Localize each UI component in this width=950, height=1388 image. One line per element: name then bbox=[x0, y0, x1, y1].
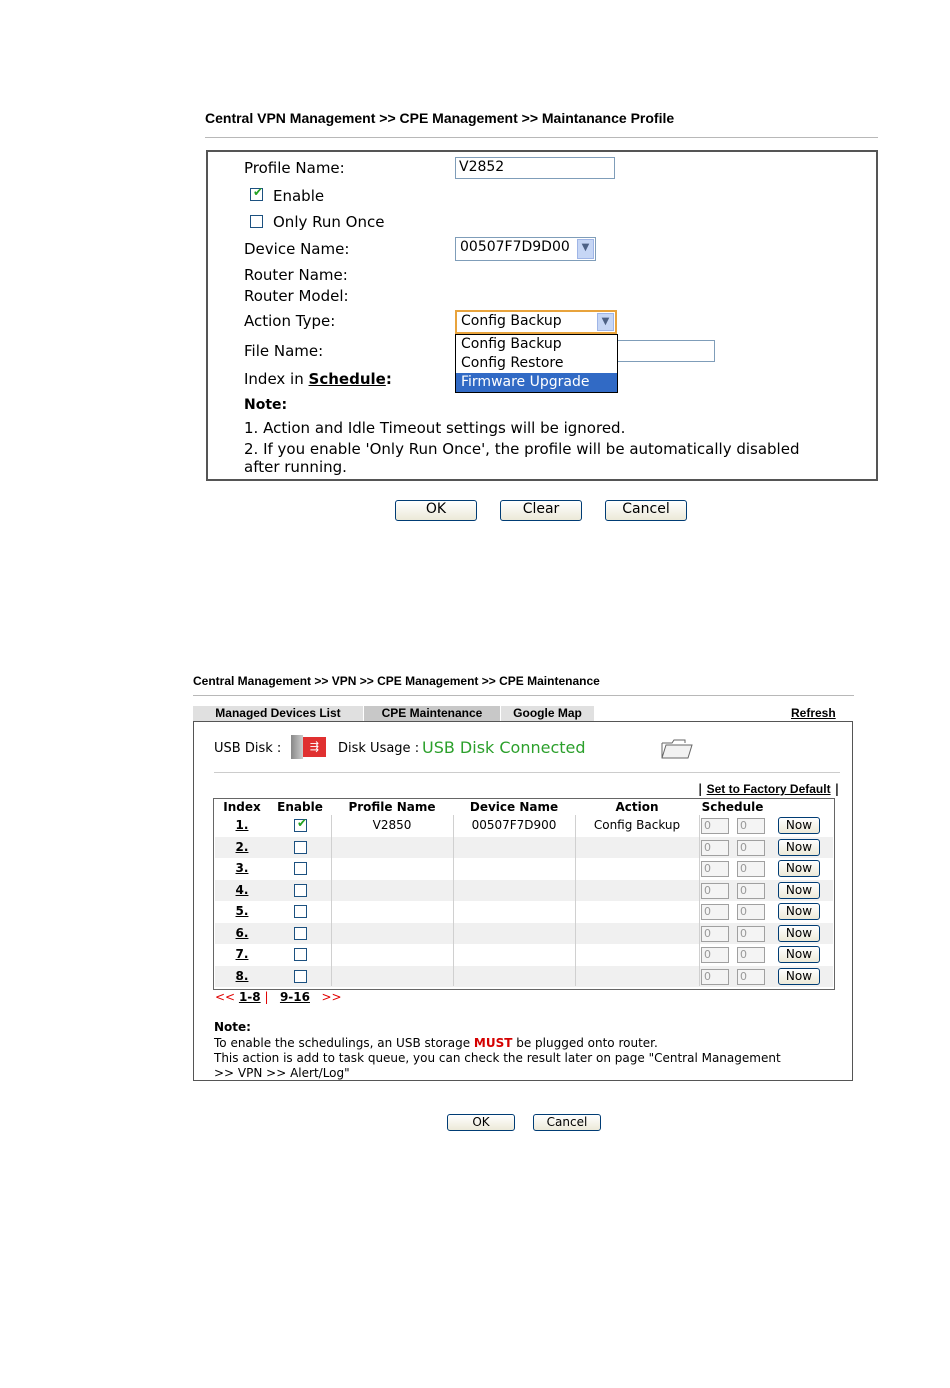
row-device-name bbox=[453, 837, 575, 858]
schedule-index-2-field[interactable]: 0 bbox=[737, 861, 765, 877]
router-model-label: Router Model: bbox=[244, 287, 349, 305]
file-name-input[interactable] bbox=[612, 340, 715, 362]
row-action bbox=[575, 944, 699, 965]
maintenance-note-line-2: This action is add to task queue, you can check the result later on page "Central Management bbox=[214, 1051, 781, 1065]
row-index-link[interactable]: 3. bbox=[235, 861, 249, 875]
disk-status: USB Disk Connected bbox=[422, 738, 586, 757]
schedule-index-1-field[interactable]: 0 bbox=[701, 904, 729, 920]
pager-next[interactable]: >> bbox=[321, 990, 342, 1004]
col-schedule: Schedule bbox=[701, 800, 764, 814]
action-type-select[interactable] bbox=[455, 310, 617, 334]
maintenance-breadcrumb: Central Management >> VPN >> CPE Management >> CPE Maintenance bbox=[193, 674, 600, 688]
maintenance-ok-button[interactable]: OK bbox=[447, 1114, 515, 1131]
row-enable-checkbox[interactable] bbox=[294, 862, 307, 875]
schedule-index-1-field[interactable]: 0 bbox=[701, 969, 729, 985]
row-enable-checkbox[interactable] bbox=[294, 970, 307, 983]
row-profile-name: V2850 bbox=[372, 818, 412, 832]
chevron-down-icon[interactable]: ▼ bbox=[597, 313, 614, 331]
schedule-index-1-field[interactable]: 0 bbox=[701, 947, 729, 963]
row-action bbox=[575, 901, 699, 922]
table-row bbox=[215, 858, 833, 879]
row-enable-checkbox[interactable] bbox=[294, 884, 307, 897]
col-divider bbox=[331, 815, 332, 986]
usb-icon: ⇶ bbox=[291, 735, 326, 759]
now-button[interactable]: Now bbox=[778, 968, 820, 985]
profile-divider bbox=[205, 137, 878, 138]
row-index-link[interactable]: 2. bbox=[235, 840, 249, 854]
table-row bbox=[215, 815, 833, 836]
row-profile-name bbox=[331, 923, 453, 944]
refresh-link[interactable]: Refresh bbox=[791, 706, 836, 720]
row-index-link[interactable]: 6. bbox=[235, 926, 249, 940]
action-type-dropdown bbox=[455, 334, 618, 393]
now-button[interactable]: Now bbox=[778, 839, 820, 856]
row-index-link[interactable]: 7. bbox=[235, 947, 249, 961]
pager bbox=[215, 990, 342, 1004]
disk-usage-label: Disk Usage : bbox=[338, 741, 420, 756]
note-text-a: To enable the schedulings, an USB storage bbox=[214, 1036, 474, 1050]
row-profile-name bbox=[331, 858, 453, 879]
note-line-2: 2. If you enable 'Only Run Once', the profile will be automatically disabled bbox=[244, 440, 800, 458]
file-name-label: File Name: bbox=[244, 342, 324, 360]
table-row bbox=[215, 923, 833, 944]
row-profile-name bbox=[331, 901, 453, 922]
row-index-link[interactable]: 8. bbox=[235, 969, 249, 983]
pager-page-1-8[interactable]: 1-8 bbox=[238, 990, 261, 1004]
folder-icon[interactable] bbox=[661, 739, 693, 759]
col-divider bbox=[699, 815, 700, 986]
now-button[interactable]: Now bbox=[778, 882, 820, 899]
pager-separator: | bbox=[264, 990, 269, 1004]
schedule-index-2-field[interactable]: 0 bbox=[737, 969, 765, 985]
col-enable: Enable bbox=[277, 800, 323, 814]
only-run-once-checkbox[interactable] bbox=[250, 215, 263, 228]
maintenance-note-line-3: >> VPN >> Alert/Log" bbox=[214, 1066, 350, 1080]
check-icon: ✔ bbox=[297, 816, 308, 830]
schedule-index-1-field[interactable]: 0 bbox=[701, 861, 729, 877]
row-enable-checkbox[interactable] bbox=[294, 816, 308, 832]
usb-disk-label: USB Disk : bbox=[214, 741, 282, 756]
action-option-config-restore[interactable]: Config Restore bbox=[461, 355, 564, 371]
row-index-link[interactable]: 4. bbox=[235, 883, 249, 897]
table-row bbox=[215, 880, 833, 901]
row-enable-checkbox[interactable] bbox=[294, 841, 307, 854]
col-profile-name: Profile Name bbox=[348, 800, 436, 814]
now-button[interactable]: Now bbox=[778, 860, 820, 877]
must-text: MUST bbox=[473, 1036, 513, 1050]
index-in-text: Index in bbox=[244, 370, 304, 388]
schedule-index-2-field[interactable]: 0 bbox=[737, 926, 765, 942]
schedule-index-1-field[interactable]: 0 bbox=[701, 883, 729, 899]
schedule-index-2-field[interactable]: 0 bbox=[737, 947, 765, 963]
now-button[interactable]: Now bbox=[778, 817, 820, 834]
tab-google-map[interactable]: Google Map bbox=[501, 706, 594, 721]
enable-label: Enable bbox=[273, 187, 325, 205]
row-action bbox=[575, 923, 699, 944]
device-name-select[interactable] bbox=[455, 237, 596, 261]
row-profile-name bbox=[331, 837, 453, 858]
action-option-config-backup[interactable]: Config Backup bbox=[461, 336, 562, 352]
profile-name-input[interactable]: V2852 bbox=[455, 157, 615, 179]
row-action bbox=[575, 837, 699, 858]
maintenance-divider bbox=[193, 695, 854, 696]
col-divider bbox=[575, 815, 576, 986]
table-row bbox=[215, 837, 833, 858]
row-device-name bbox=[453, 858, 575, 879]
row-device-name bbox=[453, 923, 575, 944]
row-device-name bbox=[453, 880, 575, 901]
table-row bbox=[215, 966, 833, 987]
schedule-index-2-field[interactable]: 0 bbox=[737, 904, 765, 920]
action-type-value: Config Backup bbox=[461, 313, 562, 329]
pager-prev[interactable]: << bbox=[215, 990, 236, 1004]
now-button[interactable]: Now bbox=[778, 903, 820, 920]
index-colon: : bbox=[385, 370, 392, 388]
note-text-b: be plugged onto router. bbox=[512, 1036, 658, 1050]
chevron-down-icon[interactable]: ▼ bbox=[577, 239, 594, 259]
row-device-name bbox=[453, 966, 575, 987]
cancel-button[interactable]: Cancel bbox=[605, 500, 687, 521]
device-name-label: Device Name: bbox=[244, 240, 350, 258]
row-profile-name bbox=[331, 880, 453, 901]
maintenance-cancel-button[interactable]: Cancel bbox=[533, 1114, 601, 1131]
index-in-schedule-label bbox=[244, 370, 392, 388]
schedule-index-1-field[interactable]: 0 bbox=[701, 840, 729, 856]
schedule-index-2-field[interactable]: 0 bbox=[737, 818, 765, 834]
col-action: Action bbox=[615, 800, 659, 814]
row-action bbox=[575, 858, 699, 879]
maintenance-note-line-1 bbox=[214, 1036, 658, 1050]
schedule-index-1-field[interactable]: 0 bbox=[701, 926, 729, 942]
note-line-2-cont: after running. bbox=[244, 458, 347, 476]
col-divider bbox=[453, 815, 454, 986]
row-index-link[interactable]: 1. bbox=[235, 818, 249, 832]
row-action bbox=[575, 880, 699, 901]
note-line-1: 1. Action and Idle Timeout settings will be ignored. bbox=[244, 419, 626, 437]
row-index-link[interactable]: 5. bbox=[235, 904, 249, 918]
table-row bbox=[215, 944, 833, 965]
enable-checkbox[interactable] bbox=[250, 185, 264, 201]
row-device-name bbox=[453, 901, 575, 922]
profile-name-label: Profile Name: bbox=[244, 159, 345, 177]
schedule-link[interactable]: Schedule bbox=[308, 370, 386, 388]
row-device-name bbox=[453, 944, 575, 965]
row-enable-checkbox[interactable] bbox=[294, 927, 307, 940]
set-factory-default-link[interactable]: Set to Factory Default bbox=[706, 782, 831, 796]
col-index: Index bbox=[223, 800, 261, 814]
schedule-index-2-field[interactable]: 0 bbox=[737, 840, 765, 856]
row-device-name: 00507F7D900 bbox=[471, 818, 557, 832]
factory-default-bar: | Set to Factory Default | bbox=[698, 782, 840, 796]
row-enable-checkbox[interactable] bbox=[294, 905, 307, 918]
tab-cpe-maintenance[interactable]: CPE Maintenance bbox=[364, 706, 500, 721]
row-enable-checkbox[interactable] bbox=[294, 948, 307, 961]
col-device-name: Device Name bbox=[469, 800, 559, 814]
only-run-once-label: Only Run Once bbox=[273, 213, 385, 231]
note-title: Note: bbox=[244, 397, 288, 413]
row-profile-name bbox=[331, 966, 453, 987]
action-type-label: Action Type: bbox=[244, 312, 336, 330]
row-profile-name bbox=[331, 944, 453, 965]
usb-divider bbox=[214, 772, 840, 773]
check-icon: ✔ bbox=[253, 185, 264, 199]
now-button[interactable]: Now bbox=[778, 925, 820, 942]
maintenance-note-title: Note: bbox=[214, 1020, 251, 1034]
device-name-value: 00507F7D9D00 bbox=[460, 239, 570, 255]
tab-managed-devices-list[interactable]: Managed Devices List bbox=[193, 706, 363, 721]
row-action: Config Backup bbox=[593, 818, 681, 832]
router-name-label: Router Name: bbox=[244, 266, 348, 284]
schedule-index-2-field[interactable]: 0 bbox=[737, 883, 765, 899]
clear-button[interactable]: Clear bbox=[500, 500, 582, 521]
action-option-firmware-upgrade[interactable]: Firmware Upgrade bbox=[456, 373, 617, 392]
schedule-index-1-field[interactable]: 0 bbox=[701, 818, 729, 834]
pager-page-9-16[interactable]: 9-16 bbox=[279, 990, 310, 1004]
row-action bbox=[575, 966, 699, 987]
table-row bbox=[215, 901, 833, 922]
profile-breadcrumb: Central VPN Management >> CPE Management >> Maintanance Profile bbox=[205, 110, 675, 126]
now-button[interactable]: Now bbox=[778, 946, 820, 963]
ok-button[interactable]: OK bbox=[395, 500, 477, 521]
